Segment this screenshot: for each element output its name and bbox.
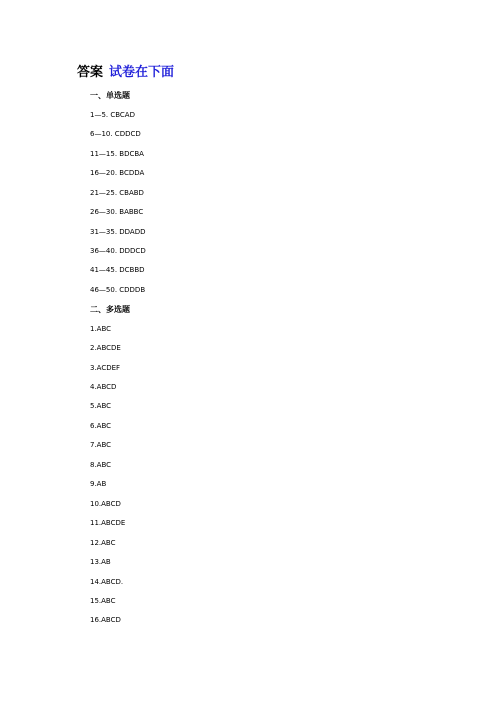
multiple-choice-answer-line: 10.ABCD [90, 500, 121, 508]
multiple-choice-answer-line: 6.ABC [90, 422, 112, 430]
single-choice-answer-line: 31—35. DDADD [90, 228, 146, 236]
multiple-choice-answer-line: 7.ABC [90, 441, 112, 449]
multiple-choice-answer-line: 14.ABCD. [90, 578, 124, 586]
multiple-choice-answer-line: 3.ACDEF [90, 364, 121, 372]
single-choice-answer-line: 11—15. BDCBA [90, 150, 144, 158]
multiple-choice-heading: 二、多选题 [90, 305, 130, 314]
multiple-choice-answer-line: 11.ABCDE [90, 519, 126, 527]
single-choice-answer-line: 6—10. CDDCD [90, 130, 141, 138]
multiple-choice-answer-line: 2.ABCDE [90, 344, 121, 352]
multiple-choice-answer-line: 13.AB [90, 558, 111, 566]
multiple-choice-answer-line: 9.AB [90, 480, 107, 488]
single-choice-heading: 一、单选题 [90, 91, 130, 100]
multiple-choice-answer-line: 1.ABC [90, 325, 112, 333]
single-choice-answer-line: 21—25. CBABD [90, 189, 144, 197]
title-exam-link: 试卷在下面 [109, 65, 175, 80]
multiple-choice-answer-line: 16.ABCD [90, 616, 121, 624]
multiple-choice-answer-line: 12.ABC [90, 539, 116, 547]
single-choice-answer-line: 26—30. BABBC [90, 208, 144, 216]
multiple-choice-answer-line: 4.ABCD [90, 383, 117, 391]
single-choice-answer-line: 46—50. CDDDB [90, 286, 146, 294]
multiple-choice-answer-line: 15.ABC [90, 597, 116, 605]
title-answer: 答案 [77, 65, 104, 80]
single-choice-answer-line: 36—40. DDDCD [90, 247, 146, 255]
multiple-choice-answer-line: 8.ABC [90, 461, 112, 469]
single-choice-answer-line: 16—20. BCDDA [90, 169, 145, 177]
page-title [77, 64, 174, 82]
single-choice-answer-line: 1—5. CBCAD [90, 111, 135, 119]
single-choice-answer-line: 41—45. DCBBD [90, 266, 145, 274]
multiple-choice-answer-line: 5.ABC [90, 402, 112, 410]
